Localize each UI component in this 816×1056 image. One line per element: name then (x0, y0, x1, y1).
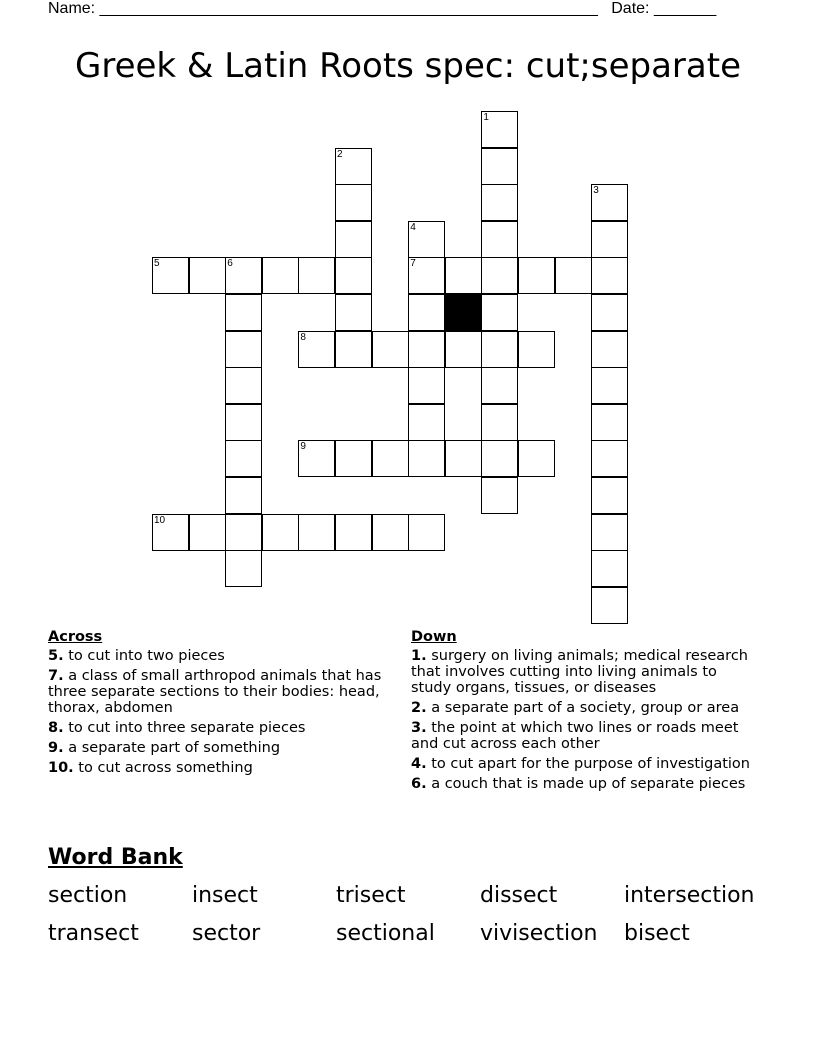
clue-number: 6. (411, 776, 427, 792)
grid-cell[interactable] (591, 404, 628, 441)
grid-cell[interactable] (591, 514, 628, 551)
grid-cell[interactable] (225, 477, 262, 514)
clue-number-label: 9 (300, 441, 306, 453)
grid-cell[interactable] (591, 587, 628, 624)
grid-cell[interactable] (335, 184, 372, 221)
grid-cell[interactable] (225, 514, 262, 551)
clue-text: to cut across something (78, 760, 253, 776)
clue-number: 8. (48, 720, 64, 736)
grid-cell[interactable] (225, 257, 262, 294)
grid-cell[interactable] (591, 221, 628, 258)
clue-number: 5. (48, 648, 64, 664)
grid-cell[interactable] (445, 440, 482, 477)
clue-number-label: 6 (227, 258, 233, 270)
name-blank[interactable]: ________________________________________________________ (99, 0, 598, 17)
date-label: Date: (611, 0, 650, 17)
clues-across (48, 629, 383, 780)
grid-cell[interactable] (225, 367, 262, 404)
grid-cell[interactable] (445, 331, 482, 368)
grid-cell[interactable] (335, 257, 372, 294)
grid-cell[interactable] (591, 440, 628, 477)
clue-text: a separate part of something (68, 740, 281, 756)
grid-cell[interactable] (481, 111, 518, 148)
clue-across (48, 668, 383, 716)
grid-cell[interactable] (591, 257, 628, 294)
grid-cell[interactable] (408, 294, 445, 331)
grid-cell[interactable] (518, 257, 555, 294)
clue-number-label: 3 (593, 185, 599, 197)
grid-cell[interactable] (152, 514, 189, 551)
grid-cell[interactable] (481, 477, 518, 514)
grid-cell[interactable] (225, 550, 262, 587)
clue-number-label: 10 (154, 514, 166, 526)
word-bank-item: bisect (624, 921, 690, 946)
clue-text: to cut apart for the purpose of investigation (431, 756, 750, 772)
grid-cell[interactable] (408, 404, 445, 441)
across-heading: Across (48, 629, 103, 645)
clue-down (411, 700, 761, 716)
clue-across (48, 760, 383, 776)
grid-cell[interactable] (225, 440, 262, 477)
grid-cell[interactable] (591, 331, 628, 368)
word-bank-item: vivisection (480, 921, 598, 946)
clue-number-label: 1 (483, 112, 489, 123)
clue-number-label: 8 (300, 331, 306, 343)
grid-cell[interactable] (372, 514, 409, 551)
grid-cell[interactable] (591, 550, 628, 587)
word-bank-item: insect (192, 883, 258, 908)
grid-cell[interactable] (408, 514, 445, 551)
grid-cell[interactable] (335, 221, 372, 258)
clue-number: 10. (48, 760, 74, 776)
clue-down (411, 756, 761, 772)
grid-cell[interactable] (298, 331, 335, 368)
clue-down (411, 648, 761, 696)
grid-cell-black (445, 294, 482, 331)
grid-cell[interactable] (481, 184, 518, 221)
page-title: Greek & Latin Roots spec: cut;separate (74, 46, 741, 86)
grid-cell[interactable] (225, 294, 262, 331)
word-bank (48, 882, 788, 947)
grid-cell[interactable] (335, 514, 372, 551)
grid-cell[interactable] (335, 331, 372, 368)
word-bank-item: section (48, 883, 128, 908)
grid-cell[interactable] (481, 148, 518, 185)
clue-number-label: 7 (410, 258, 416, 270)
grid-cell[interactable] (408, 257, 445, 294)
grid-cell[interactable] (591, 294, 628, 331)
grid-cell[interactable] (591, 184, 628, 221)
clue-text: the point at which two lines or roads meet and cut across each other (411, 720, 739, 752)
grid-cell[interactable] (518, 331, 555, 368)
down-heading: Down (411, 629, 457, 645)
date-blank[interactable]: _______ (653, 0, 717, 17)
header-line (48, 0, 768, 20)
grid-cell[interactable] (152, 257, 189, 294)
clue-text: surgery on living animals; medical research that involves cutting into living animals to study organs, tissues, or diseases (411, 648, 748, 696)
clue-number-label: 5 (154, 258, 160, 270)
word-bank-item: trisect (336, 883, 406, 908)
word-bank-title: Word Bank (48, 845, 183, 870)
grid-cell[interactable] (298, 440, 335, 477)
clue-number: 2. (411, 700, 427, 716)
word-bank-item: dissect (480, 883, 558, 908)
name-label: Name: (48, 0, 96, 17)
grid-cell[interactable] (335, 294, 372, 331)
clue-text: a separate part of a society, group or area (431, 700, 740, 716)
clue-text: a class of small arthropod animals that has three separate sections to their bodies: head, thorax, abdomen (48, 668, 382, 716)
clue-number: 9. (48, 740, 64, 756)
grid-cell[interactable] (445, 257, 482, 294)
grid-cell[interactable] (372, 440, 409, 477)
clue-number: 1. (411, 648, 427, 664)
clue-down (411, 720, 761, 752)
word-bank-item: intersection (624, 883, 755, 908)
clue-text: to cut into two pieces (68, 648, 225, 664)
grid-cell[interactable] (335, 440, 372, 477)
clues-down (411, 629, 761, 796)
clue-number-label: 4 (410, 221, 416, 233)
grid-cell[interactable] (372, 331, 409, 368)
clue-number: 3. (411, 720, 427, 736)
word-bank-item: sectional (336, 921, 435, 946)
word-bank-item: transect (48, 921, 139, 946)
clue-across (48, 648, 383, 664)
grid-cell[interactable] (189, 257, 226, 294)
grid-cell[interactable] (481, 367, 518, 404)
grid-cell[interactable] (591, 477, 628, 514)
grid-cell[interactable] (481, 294, 518, 331)
grid-cell[interactable] (408, 440, 445, 477)
grid-cell[interactable] (481, 221, 518, 258)
clue-down (411, 776, 761, 792)
grid-cell[interactable] (408, 367, 445, 404)
word-bank-item: sector (192, 921, 261, 946)
grid-cell[interactable] (481, 257, 518, 294)
clue-text: to cut into three separate pieces (68, 720, 306, 736)
grid-cell[interactable] (298, 257, 335, 294)
grid-cell[interactable] (262, 514, 299, 551)
grid-cell[interactable] (225, 404, 262, 441)
clue-across (48, 740, 383, 756)
clue-number: 4. (411, 756, 427, 772)
grid-cell[interactable] (298, 514, 335, 551)
clue-across (48, 720, 383, 736)
grid-cell[interactable] (555, 257, 592, 294)
grid-cell[interactable] (591, 367, 628, 404)
clue-number-label: 2 (337, 148, 343, 160)
grid-cell[interactable] (189, 514, 226, 551)
clue-number: 7. (48, 668, 64, 684)
grid-cell[interactable] (262, 257, 299, 294)
clue-text: a couch that is made up of separate pieces (431, 776, 746, 792)
grid-cell[interactable] (335, 148, 372, 185)
grid-cell[interactable] (518, 440, 555, 477)
grid-cell[interactable] (481, 331, 518, 368)
grid-cell[interactable] (225, 331, 262, 368)
grid-cell[interactable] (408, 221, 445, 258)
grid-cell[interactable] (481, 404, 518, 441)
grid-cell[interactable] (481, 440, 518, 477)
grid-cell[interactable] (408, 331, 445, 368)
